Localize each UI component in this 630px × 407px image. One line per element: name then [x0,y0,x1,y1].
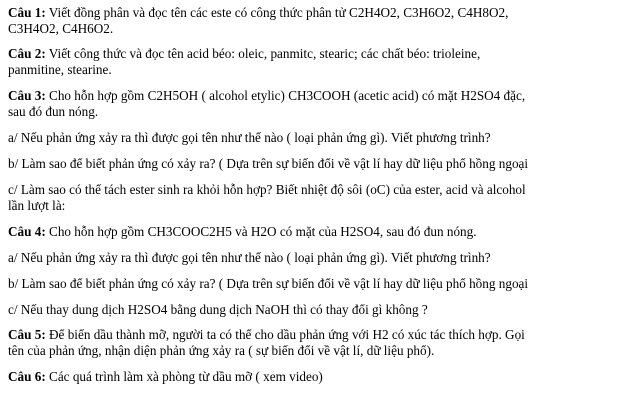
question-4-part-c: c/ Nếu thay dung dịch H2SO4 bằng dung dịch NaOH thì có thay đổi gì không ? [8,302,428,317]
question-6-text: Các quá trình làm xà phòng từ dầu mỡ ( xem video) [49,369,323,384]
question-3-part-a: a/ Nếu phản ứng xảy ra thì được gọi tên như thế nào ( loại phản ứng gì). Viết phương trình? [8,130,491,145]
question-5-line-2: tên của phản ứng, nhận diện phản ứng xảy ra ( sự biến đổi về vật lí, dữ liệu phổ). [8,343,435,358]
question-4-label: Câu 4: [8,224,46,239]
question-5-label: Câu 5: [8,327,46,342]
question-3-part-b: b/ Làm sao để biết phản ứng có xảy ra? ( Dựa trên sự biến đổi về vật lí hay dữ liệu phổ hồng ngoại [8,156,529,171]
question-3-text: Cho hỗn hợp gồm C2H5OH ( alcohol etylic) CH3COOH (acetic acid) có mặt H2SO4 đặc, [49,88,526,103]
question-3-part-c-line-2: lần lượt là: [8,198,66,213]
question-6-line-1 [8,369,323,385]
question-4-line-1 [8,224,477,240]
question-2-label: Câu 2: [8,46,46,61]
question-4-part-a: a/ Nếu phản ứng xảy ra thì được gọi tên như thế nào ( loại phản ứng gì). Viết phương trình? [8,250,491,265]
question-6-label: Câu 6: [8,369,46,384]
question-4-part-b: b/ Làm sao để biết phản ứng có xảy ra? ( Dựa trên sự biến đổi về vật lí hay dữ liệu phổ hồng ngoại [8,276,529,291]
question-1-text: Viết đồng phân và đọc tên các este có công thức phân tử C2H4O2, C3H6O2, C4H8O2, [48,5,509,20]
question-5-line-1 [8,327,525,343]
question-4-text: Cho hỗn hợp gồm CH3COOC2H5 và H2O có mặt của H2SO4, sau đó đun nóng. [49,224,477,239]
question-2-line-2: panmitine, stearine. [8,62,112,77]
question-5-text: Để biến dầu thành mỡ, người ta có thể cho dầu phản ứng với H2 có xúc tác thích hợp. Gọi [49,327,525,342]
question-3-label: Câu 3: [8,88,46,103]
question-3-line-1 [8,88,525,104]
question-2-line-1 [8,46,480,62]
question-3-part-c-line-1: c/ Làm sao có thể tách ester sinh ra khỏi hỗn hợp? Biết nhiệt độ sôi (oC) của ester, acid và alcohol [8,182,526,197]
question-1-line-1 [8,5,508,21]
question-1-label: Câu 1: [8,5,46,20]
question-2-text: Viết công thức và đọc tên acid béo: oleic, panmitc, stearic; các chất béo: trioleine, [48,46,481,61]
question-1-line-2: C3H4O2, C4H6O2. [8,21,114,36]
question-3-line-2: sau đó đun nóng. [8,104,99,119]
